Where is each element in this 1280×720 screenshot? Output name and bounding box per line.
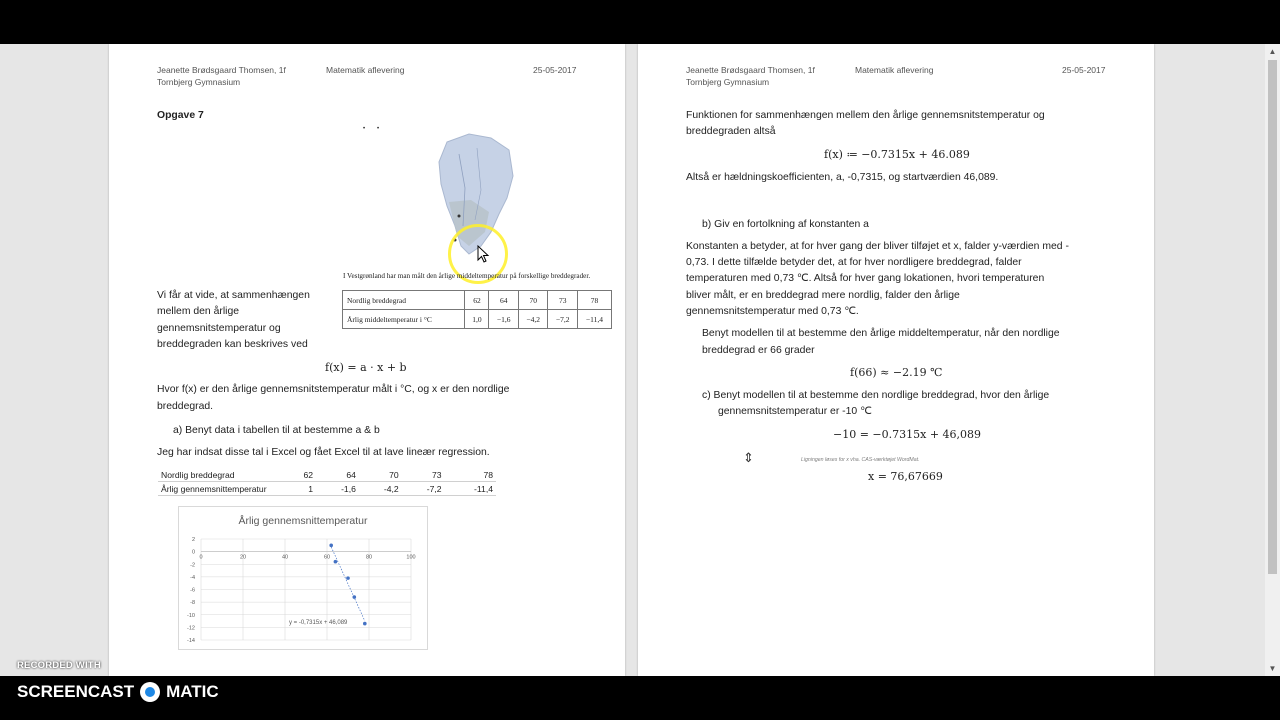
f66-result: f(66) ≈ −2.19 ℃ [850,366,943,379]
scrollbar-thumb[interactable] [1268,60,1277,574]
interpretation-line-2: 0,73. I dette tilfælde betyder det, at for hver nordligere breddegrad, falder [686,257,1022,268]
slope-intercept-text: Altså er hældningskoefficienten, a, -0,7315, og startværdien 46,089. [686,172,999,183]
y-tick-label: 2 [191,537,195,543]
table-cell: −7,2 [548,310,578,329]
header-school: Tornbjerg Gymnasium [157,77,241,87]
brand-right-text: MATIC [166,682,219,701]
table-cell: 1,0 [465,310,489,329]
screencast-logo-icon [140,682,160,702]
table-cell: Årlig middeltemperatur i °C [343,310,465,329]
table-cell: -7,2 [402,482,445,496]
interpretation-line-1: Konstanten a betyder, at for hver gang der bliver tilføjet et x, falder y-værdien med - [686,241,1069,252]
data-point [329,544,333,548]
table-cell: 62 [465,291,489,310]
task-heading: Opgave 7 [157,110,204,121]
y-tick-label: -10 [187,612,195,619]
data-point [346,576,350,580]
y-tick-label: -12 [187,625,195,632]
top-black-bar [0,0,1280,44]
solve-arrow-icon: ⇕ [743,450,754,465]
table-cell: 70 [359,468,402,482]
table-cell: Nordlig breddegrad [343,291,465,310]
header-author: Jeanette Brødsgaard Thomsen, 1f [157,65,286,75]
recorded-with-label: RECORDED WITH [17,660,101,671]
dot-artifact-2: • [377,126,380,132]
table-cell: 64 [489,291,519,310]
dot-artifact-1: • [363,126,366,132]
header-date: 25-05-2017 [1062,65,1106,75]
y-tick-label: 0 [191,549,195,556]
document-page-left [109,44,625,676]
function-line-1: Funktionen for sammenhængen mellem den årlige gennemsnitstemperatur og [686,110,1045,121]
source-data-table [342,290,612,329]
table-cell: 1 [284,482,316,496]
table-row [158,468,496,482]
fitted-function-formula: f(x) ≔ −0.7315x + 46.089 [824,148,970,161]
scroll-down-icon[interactable]: ▼ [1268,664,1277,673]
table-cell: 73 [402,468,445,482]
table-cell: 78 [577,291,611,310]
chart-svg [179,507,427,649]
scatter-chart [178,506,428,650]
model-question-line-1: Benyt modellen til at bestemme den årlige middeltemperatur, når den nordlige [702,328,1060,339]
equation-to-solve: −10 = −0.7315x + 46,089 [833,428,982,441]
x-tick-label: 80 [365,554,373,561]
document-workspace[interactable] [0,44,1265,676]
document-page-right [638,44,1154,676]
table-cell: −4,2 [518,310,548,329]
excel-data-table [158,468,496,496]
question-c-line-2: gennemsnitstemperatur er -10 ℃ [718,406,872,417]
intro-line-2: mellem den årlige [157,306,240,317]
question-b: b) Giv en fortolkning af konstanten a [702,219,869,230]
y-tick-label: -6 [190,587,195,594]
y-tick-label: -14 [187,638,195,644]
where-line-2: breddegrad. [157,401,214,412]
table-cell: -1,6 [316,482,359,496]
intro-line-1: Vi får at vide, at sammenhængen [157,290,310,301]
table-cell: Årlig gennemsnittemperatur [158,482,284,496]
table-cell: 73 [548,291,578,310]
mouse-pointer-icon [473,244,491,266]
x-tick-label: 40 [281,554,289,561]
where-line-1: Hvor f(x) er den årlige gennemsnitstemperatur målt i °C, og x er den nordlige [157,384,510,395]
header-author: Jeanette Brødsgaard Thomsen, 1f [686,65,815,75]
data-point [363,622,367,626]
table-row [343,310,612,329]
map-caption: I Vestgrønland har man målt den årlige middeltemperatur på forskellige breddegrader. [343,272,591,280]
screencast-watermark [17,681,219,703]
intro-line-3: gennemsnitstemperatur og [157,323,281,334]
question-c-line-1: c) Benyt modellen til at bestemme den nordlige breddegrad, hvor den årlige [702,390,1050,401]
y-tick-label: -2 [190,562,195,569]
interpretation-line-5: gennemsnitstemperatur med 0,73 ℃. [686,306,859,317]
table-cell: −1,6 [489,310,519,329]
x-tick-label: 20 [239,554,247,561]
data-point [353,595,357,599]
brand-left-text: SCREENCAST [17,682,135,701]
table-cell: 78 [445,468,496,482]
x-tick-label: 0 [199,554,203,561]
table-cell: −11,4 [577,310,611,329]
solution-formula: x = 76,67669 [868,470,943,483]
table-cell: -11,4 [445,482,496,496]
x-tick-label: 60 [323,554,331,561]
table-cell: 62 [284,468,316,482]
interpretation-line-3: temperaturen med 0,73 ℃. Altså for hver gang lokationen, hvori temperaturen [686,273,1045,284]
question-a: a) Benyt data i tabellen til at bestemme a & b [173,425,380,436]
model-formula: f(x) = a · x + b [325,361,407,374]
vertical-scrollbar[interactable] [1265,44,1280,676]
cas-solve-note: Ligningen løses for x vha. CAS-værktøjet WordMat. [801,457,920,463]
table-row [158,482,496,496]
y-tick-label: -4 [190,574,195,581]
trendline [331,547,365,621]
data-point [334,560,338,564]
scroll-up-icon[interactable]: ▲ [1268,47,1277,56]
y-tick-label: -8 [190,600,195,607]
x-tick-label: 100 [406,554,416,561]
table-cell: 64 [316,468,359,482]
table-cell: 70 [518,291,548,310]
interpretation-line-4: bliver målt, er en breddegrad mere nordlig, falder den årlige [686,290,960,301]
header-subject: Matematik aflevering [855,65,934,75]
table-cell: Nordlig breddegrad [158,468,284,482]
header-school: Tornbjerg Gymnasium [686,77,770,87]
table-cell: -4,2 [359,482,402,496]
header-date: 25-05-2017 [533,65,577,75]
header-subject: Matematik aflevering [326,65,405,75]
model-question-line-2: breddegrad er 66 grader [702,345,815,356]
chart-title: Årlig gennemsnittemperatur [238,515,368,527]
table-row [343,291,612,310]
excel-description: Jeg har indsat disse tal i Excel og fået Excel til at lave lineær regression. [157,447,490,458]
trendline-label: y = -0,7315x + 46,089 [289,620,348,626]
function-line-2: breddegraden altså [686,126,776,137]
intro-line-4: breddegraden kan beskrives ved [157,339,308,350]
